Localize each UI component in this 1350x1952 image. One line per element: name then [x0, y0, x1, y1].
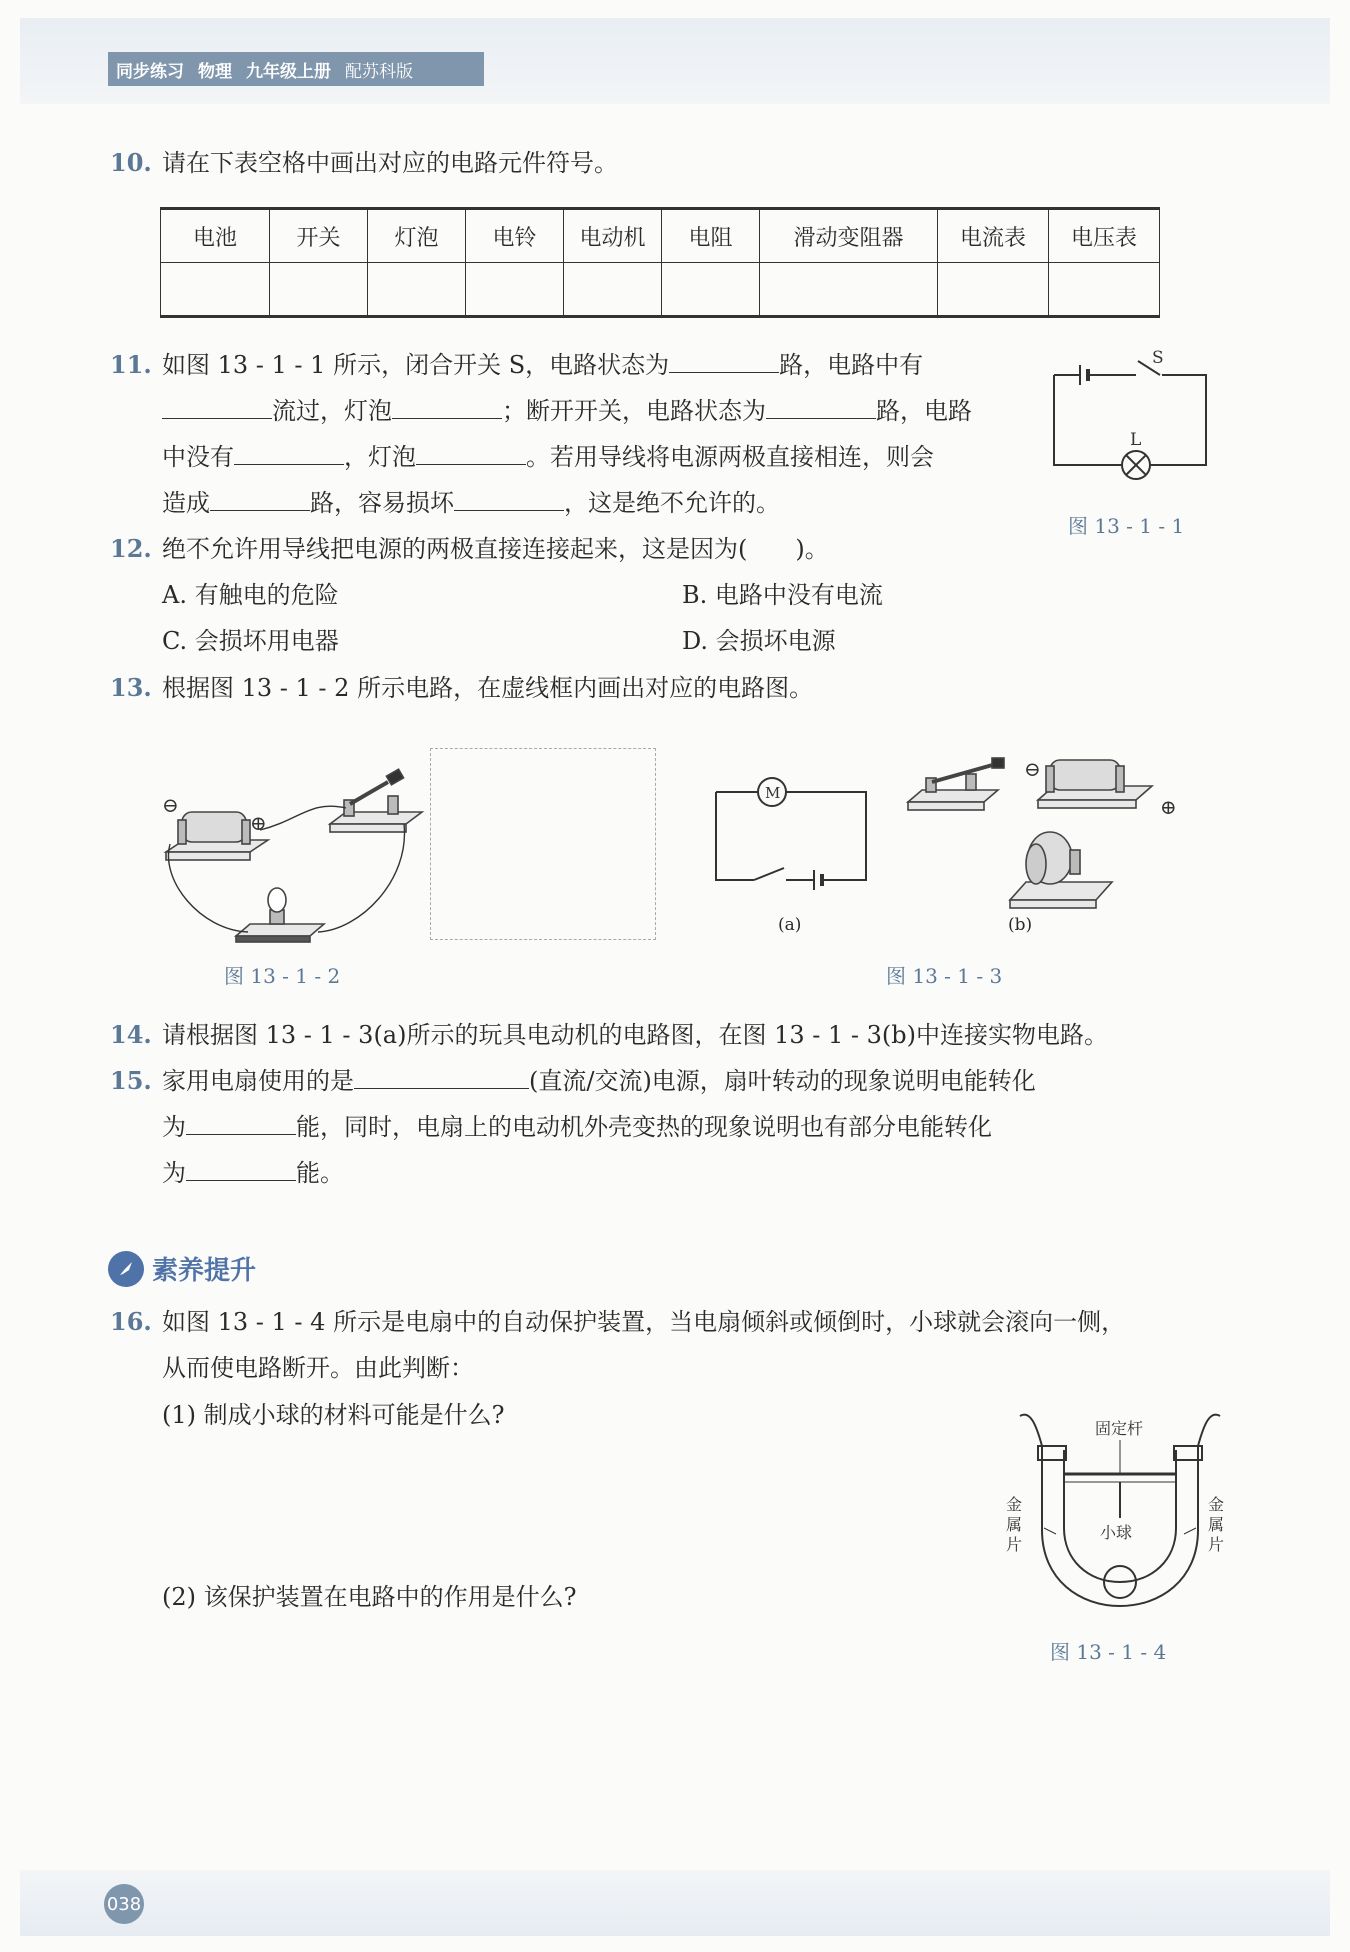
q12-option-b[interactable]: B. 电路中没有电流 — [682, 581, 883, 609]
col-bulb: 灯泡 — [368, 209, 466, 263]
q12-option-c[interactable]: C. 会损坏用电器 — [162, 627, 339, 655]
answer-blank[interactable] — [454, 488, 564, 511]
answer-cell[interactable] — [938, 263, 1049, 317]
q11-line-2 — [162, 396, 972, 426]
q12-text: 绝不允许用导线把电源的两极直接连接起来，这是因为( )。 — [162, 535, 829, 563]
fig-metal-right-2: 属 — [1208, 1515, 1225, 1534]
figure-13-1-3a — [714, 780, 874, 890]
symbol-table-header — [161, 209, 1160, 263]
q11-text: ；断开开关，电路状态为 — [502, 397, 766, 425]
q10-text: 请在下表空格中画出对应的电路元件符号。 — [162, 149, 618, 177]
col-battery: 电池 — [161, 209, 270, 263]
fig-metal-left-2: 属 — [1006, 1515, 1023, 1534]
q11-text: 路，电路 — [876, 397, 972, 425]
answer-cell[interactable] — [270, 263, 368, 317]
answer-blank[interactable] — [669, 350, 779, 373]
answer-cell[interactable] — [466, 263, 564, 317]
battery-plus-sign: ⊕ — [1160, 795, 1177, 819]
col-ammeter: 电流表 — [938, 209, 1049, 263]
q11-text: 中没有 — [162, 443, 234, 471]
fig-13-1-3a-label: (a) — [778, 915, 802, 935]
q15-text: 为 — [162, 1113, 186, 1141]
col-motor: 电动机 — [564, 209, 662, 263]
q15-line-2 — [162, 1112, 992, 1142]
q15-text: (直流/交流)电源，扇叶转动的现象说明电能转化 — [529, 1067, 1036, 1095]
drawing-box[interactable] — [430, 748, 656, 940]
q10-number: 10. — [110, 148, 152, 177]
answer-blank[interactable] — [186, 1158, 296, 1181]
q13-number: 13. — [110, 673, 152, 702]
fig-metal-left-3: 片 — [1006, 1535, 1023, 1554]
fig-metal-left-1: 金 — [1006, 1495, 1023, 1514]
symbol-table — [160, 207, 1160, 318]
q15-line-3 — [162, 1158, 344, 1188]
q15-line-1 — [162, 1066, 1036, 1096]
q11-text: ，这是绝不允许的。 — [564, 489, 780, 517]
fig-13-1-3b-label: (b) — [1008, 915, 1033, 935]
col-resistor: 电阻 — [662, 209, 760, 263]
header-subject: 物理 — [198, 61, 232, 82]
q16-line-2: 从而使电路断开。由此判断： — [162, 1354, 474, 1382]
page-number: 038 — [104, 1884, 144, 1924]
answer-cell[interactable] — [161, 263, 270, 317]
motor-symbol: M — [765, 784, 781, 802]
q15-number: 15. — [110, 1066, 152, 1095]
q12-option-d[interactable]: D. 会损坏电源 — [682, 627, 836, 655]
header-tab — [108, 52, 484, 86]
q16-sub-1: (1) 制成小球的材料可能是什么? — [162, 1401, 505, 1429]
fig-13-1-4-caption: 图 13 - 1 - 4 — [1050, 1640, 1167, 1664]
q12-option-a[interactable]: A. 有触电的危险 — [162, 581, 339, 609]
answer-cell[interactable] — [662, 263, 760, 317]
fig-13-1-1-caption: 图 13 - 1 - 1 — [1068, 514, 1185, 538]
q12-number: 12. — [110, 534, 152, 563]
q11-line-3 — [162, 442, 934, 472]
q16-sub-2: (2) 该保护装置在电路中的作用是什么? — [162, 1583, 577, 1611]
q11-text: 如图 13 - 1 - 1 所示，闭合开关 S，电路状态为 — [162, 351, 670, 379]
figure-13-1-2 — [160, 760, 420, 940]
col-voltmeter: 电压表 — [1049, 209, 1160, 263]
fig-rod-label: 固定杆 — [1095, 1419, 1144, 1438]
answer-blank[interactable] — [392, 396, 502, 419]
q13-text: 根据图 13 - 1 - 2 所示电路，在虚线框内画出对应的电路图。 — [162, 674, 814, 702]
answer-cell[interactable] — [564, 263, 662, 317]
rocket-icon — [108, 1251, 144, 1287]
footer-band — [20, 1870, 1330, 1936]
section-title — [108, 1250, 256, 1287]
q14-number: 14. — [110, 1020, 152, 1049]
figure-13-1-3b — [900, 740, 1190, 910]
answer-blank[interactable] — [354, 1066, 529, 1089]
answer-blank[interactable] — [186, 1112, 296, 1135]
col-rheostat: 滑动变阻器 — [760, 209, 938, 263]
answer-blank[interactable] — [162, 396, 272, 419]
fig-metal-right-3: 片 — [1208, 1535, 1225, 1554]
q11-text: 流过，灯泡 — [272, 397, 392, 425]
q11-line-4 — [162, 488, 780, 518]
q16-line-1: 如图 13 - 1 - 4 所示是电扇中的自动保护装置，当电扇倾斜或倾倒时，小球就会滚向一侧， — [162, 1308, 1126, 1336]
figure-13-1-4 — [1006, 1410, 1230, 1620]
fig-ball-label: 小球 — [1100, 1523, 1133, 1542]
q14-text: 请根据图 13 - 1 - 3(a)所示的玩具电动机的电路图，在图 13 - 1 - 3(b)中连接实物电路。 — [162, 1021, 1109, 1049]
q15-text: 能。 — [296, 1159, 344, 1187]
symbol-table-answer-row — [161, 263, 1160, 317]
col-bell: 电铃 — [466, 209, 564, 263]
fig-metal-right-1: 金 — [1208, 1495, 1225, 1514]
q15-text: 家用电扇使用的是 — [162, 1067, 354, 1095]
battery-minus-sign: ⊖ — [1024, 757, 1041, 781]
answer-blank[interactable] — [416, 442, 526, 465]
q11-text: ，灯泡 — [344, 443, 416, 471]
fig-13-1-2-caption: 图 13 - 1 - 2 — [224, 964, 341, 988]
header-grade: 九年级上册 — [246, 61, 331, 82]
fig-switch-label: S — [1152, 348, 1164, 368]
battery-minus-sign: ⊖ — [162, 793, 179, 817]
battery-plus-sign: ⊕ — [250, 811, 267, 835]
answer-cell[interactable] — [1049, 263, 1160, 317]
fig-lamp-label: L — [1130, 430, 1142, 450]
answer-cell[interactable] — [368, 263, 466, 317]
q15-text: 为 — [162, 1159, 186, 1187]
answer-blank[interactable] — [766, 396, 876, 419]
section-title-text: 素养提升 — [152, 1256, 257, 1286]
q11-text: 。若用导线将电源两极直接相连，则会 — [526, 443, 934, 471]
q11-number: 11. — [110, 350, 152, 379]
answer-cell[interactable] — [760, 263, 938, 317]
answer-blank[interactable] — [234, 442, 344, 465]
answer-blank[interactable] — [210, 488, 310, 511]
q15-text: 能，同时，电扇上的电动机外壳变热的现象说明也有部分电能转化 — [296, 1113, 992, 1141]
q11-text: 路，容易损坏 — [310, 489, 454, 517]
header-edition: 配苏科版 — [345, 61, 413, 82]
q16-number: 16. — [110, 1307, 152, 1336]
q11-line-1 — [162, 350, 923, 380]
fig-13-1-3-caption: 图 13 - 1 - 3 — [886, 964, 1003, 988]
figure-13-1-1 — [1050, 345, 1210, 475]
q11-text: 路，电路中有 — [779, 351, 924, 379]
q11-text: 造成 — [162, 489, 210, 517]
header-series: 同步练习 — [116, 61, 184, 82]
col-switch: 开关 — [270, 209, 368, 263]
